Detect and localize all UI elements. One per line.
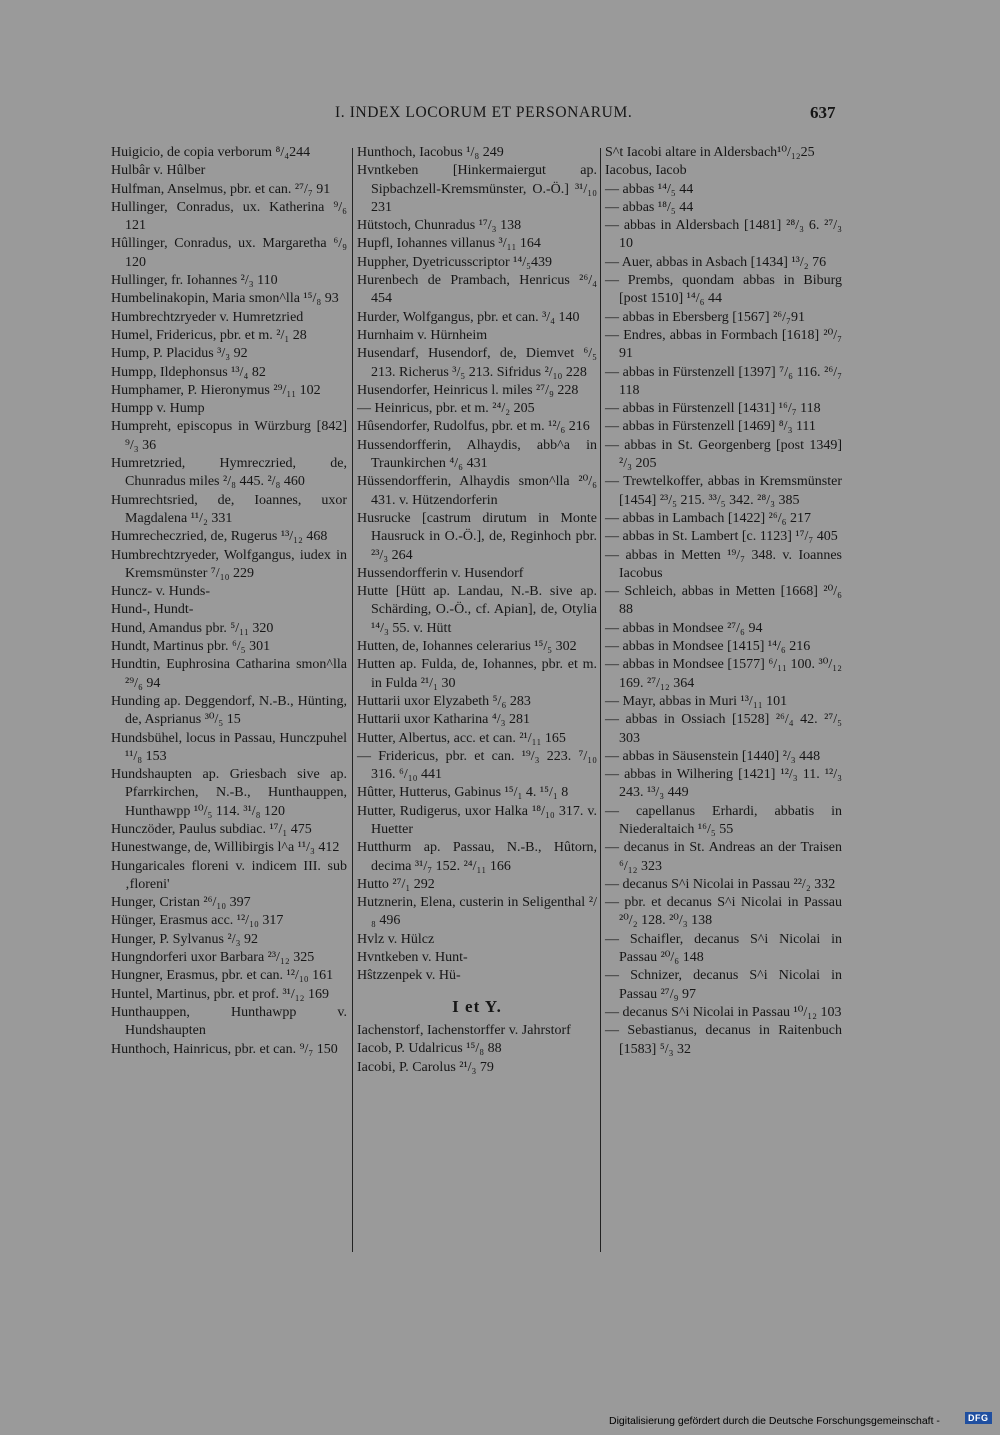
index-entry: Hutte [Hütt ap. Landau, N.-B. sive ap. Schärding, O.-Ö., cf. Apian], de, Otylia ¹⁴/₃ 55. v. Hütt xyxy=(357,584,597,636)
index-entry: Huttarii uxor Elyzabeth ⁵/₆ 283 xyxy=(357,693,531,709)
index-entry: Hunger, Cristan ²⁶/₁₀ 397 xyxy=(111,895,251,911)
index-entry: — Prembs, quondam abbas in Biburg [post 1510] ¹⁴/₆ 44 xyxy=(605,273,842,307)
index-entry: Hutter, Rudigerus, uxor Halka ¹⁸/₁₀ 317. v. Huetter xyxy=(357,803,597,837)
index-entry: Hütstoch, Chunradus ¹⁷/₃ 138 xyxy=(357,218,522,234)
index-entry: Hungaricales floreni v. indicem III. sub ‚floreni' xyxy=(111,858,347,892)
index-entry: Humpreht, episcopus in Würzburg [842] ⁹/₃ 36 xyxy=(111,419,347,453)
index-entry: Huncz- v. Hunds- xyxy=(111,584,211,600)
index-entry: Humbrechtzryeder v. Humretzried xyxy=(111,309,304,325)
index-entry: Hvntkeben [Hinkermaiergut ap. Sipbachzell-Kremsmünster, O.-Ö.] ³¹/₁₀ 231 xyxy=(357,163,597,215)
index-entry: Hutter, Albertus, acc. et can. ²¹/₁₁ 165 xyxy=(357,730,566,746)
index-entry: — abbas in Fürstenzell [1431] ¹⁶/₇ 118 xyxy=(605,401,821,417)
index-entry: Hŝtzzenpek v. Hü- xyxy=(357,968,461,984)
index-entry: — Schaifler, decanus S^i Nicolai in Passau ²⁰/₆ 148 xyxy=(605,931,842,966)
index-entry: S^t Iacobi altare in Aldersbach¹⁰/₁₂25 xyxy=(605,145,815,160)
index-entry: Hutznerin, Elena, custerin in Seligenthal ²/₈ 496 xyxy=(357,895,597,929)
page-header xyxy=(0,104,1000,130)
index-entry: — abbas in Lambach [1422] ²⁶/₆ 217 xyxy=(605,510,812,526)
index-entry: Hullinger, fr. Iohannes ²/₃ 110 xyxy=(111,273,278,289)
index-entry: — abbas in Ossiach [1528] ²⁶/₄ 42. ²⁷/₅ 303 xyxy=(605,712,842,746)
index-entry: Humel, Fridericus, pbr. et m. ²/₁ 28 xyxy=(111,327,307,343)
index-entry: — capellanus Erhardi, abbatis in Niederaltaich ¹⁶/₅ 55 xyxy=(605,803,842,837)
dfg-logo: DFG xyxy=(965,1412,992,1424)
index-entry: — Endres, abbas in Formbach [1618] ²⁰/₇ 91 xyxy=(605,327,842,362)
index-entry: Hünger, Erasmus acc. ¹²/₁₀ 317 xyxy=(111,913,284,929)
index-entry: Huppher, Dyetricusscriptor ¹⁴/₅439 xyxy=(357,254,552,270)
index-entry: Humphamer, P. Hieronymus ²⁹/₁₁ 102 xyxy=(111,382,321,398)
index-column-1 xyxy=(111,144,347,1059)
index-entry: — Schnizer, decanus S^i Nicolai in Passau ²⁷/₉ 97 xyxy=(605,968,842,1002)
index-entry: — abbas in Ebersberg [1567] ²⁶/₇91 xyxy=(605,309,805,325)
index-entry: Hunthauppen, Hunthawpp v. Hundshaupten xyxy=(111,1004,347,1039)
index-entry: Hunestwange, de, Willibirgis l^a ¹¹/₃ 412 xyxy=(111,840,340,856)
index-column-2 xyxy=(357,144,597,1077)
index-entry: — Mayr, abbas in Muri ¹³/₁₁ 101 xyxy=(605,693,788,709)
index-entry: — abbas in Säusenstein [1440] ²/₃ 448 xyxy=(605,748,821,764)
section-i-entries xyxy=(357,1022,597,1077)
index-entry: — abbas in Fürstenzell [1469] ⁸/₃ 111 xyxy=(605,419,816,435)
index-entry: Husendorfer, Heinricus l. miles ²⁷/₉ 228 xyxy=(357,382,579,398)
index-entry: — abbas in Wilhering [1421] ¹²/₃ 11. ¹²/₃ 243. ¹³/₃ 449 xyxy=(605,767,842,801)
index-entry: Hunthoch, Hainricus, pbr. et can. ⁹/₇ 150 xyxy=(111,1041,338,1057)
section-heading: I et Y. xyxy=(452,996,502,1016)
index-entry: Husrucke [castrum dirutum in Monte Hausruck in O.-Ö.], de, Reginhoch pbr. ²³/₃ 264 xyxy=(357,510,597,563)
index-entry: Hutthurm ap. Passau, N.-B., Hûtorn, decima ³¹/₇ 152. ²⁴/₁₁ 166 xyxy=(357,840,597,874)
index-entry: Hunger, P. Sylvanus ²/₃ 92 xyxy=(111,931,258,947)
index-column-2-entries xyxy=(357,144,597,986)
index-column-3 xyxy=(605,144,842,1059)
index-entry: Hungner, Erasmus, pbr. et can. ¹²/₁₀ 161 xyxy=(111,968,334,984)
index-entry: Hûllinger, Conradus, ux. Margaretha ⁶/₉ 120 xyxy=(111,236,347,270)
index-entry: Hurder, Wolfgangus, pbr. et can. ³/₄ 140 xyxy=(357,309,580,325)
digitization-credit: Digitalisierung gefördert durch die Deutsche Forschungsgemeinschaft - xyxy=(609,1415,940,1427)
index-entry: Iacobus, Iacob xyxy=(605,163,687,179)
index-entry: Huntel, Martinus, pbr. et prof. ³¹/₁₂ 169 xyxy=(111,986,330,1002)
index-entry: — abbas in Metten ¹⁹/₇ 348. v. Ioannes Iacobus xyxy=(605,547,842,581)
index-entry: Hussendorfferin, Alhaydis, abb^a in Traunkirchen ⁴/₆ 431 xyxy=(357,437,597,472)
index-entry: Hvlz v. Hülcz xyxy=(357,931,435,947)
index-entry: Humrechtsried, de, Ioannes, uxor Magdalena ¹¹/₂ 331 xyxy=(111,492,347,526)
index-entry: — Trewtelkoffer, abbas in Kremsmünster [1454] ²³/₅ 215. ³³/₅ 342. ²⁸/₃ 385 xyxy=(605,474,842,508)
index-entry: — Auer, abbas in Asbach [1434] ¹³/₂ 76 xyxy=(605,254,827,270)
index-entry: — decanus S^i Nicolai in Passau ¹⁰/₁₂ 103 xyxy=(605,1004,842,1020)
index-entry: Iacob, P. Udalricus ¹⁵/₈ 88 xyxy=(357,1041,502,1057)
index-entry: — abbas in Mondsee ²⁷/₆ 94 xyxy=(605,620,763,636)
index-entry: — decanus S^i Nicolai in Passau ²²/₂ 332 xyxy=(605,876,836,892)
index-entry: Hund, Amandus pbr. ⁵/₁₁ 320 xyxy=(111,620,274,636)
index-entry: Humpp, Ildephonsus ¹³/₄ 82 xyxy=(111,364,266,380)
index-entry: Huttarii uxor Katharina ⁴/₃ 281 xyxy=(357,712,531,728)
index-entry: Hutten, de, Iohannes celerarius ¹⁵/₅ 302 xyxy=(357,639,577,655)
index-entry: Hvntkeben v. Hunt- xyxy=(357,950,468,966)
index-entry: — abbas in Mondsee [1577] ⁶/₁₁ 100. ³⁰/₁₂ 169. ²⁷/₁₂ 364 xyxy=(605,657,842,691)
index-entry: — abbas ¹⁸/₅ 44 xyxy=(605,199,694,215)
index-entry: Humretzried, Hymreczried, de, Chunradus miles ²/₈ 445. ²/₈ 460 xyxy=(111,456,347,490)
index-entry: — abbas ¹⁴/₅ 44 xyxy=(605,181,694,197)
index-entry: Hulbâr v. Hûlber xyxy=(111,163,206,179)
index-entry: — pbr. et decanus S^i Nicolai in Passau ²⁰/₂ 128. ²⁰/₃ 138 xyxy=(605,895,842,929)
index-entry: — Fridericus, pbr. et can. ¹⁹/₃ 223. ⁷/₁₀ 316. ⁶/₁₀ 441 xyxy=(357,748,597,783)
index-entry: Hurenbech de Prambach, Henricus ²⁶/₄ 454 xyxy=(357,273,597,307)
index-entry: — abbas in Mondsee [1415] ¹⁴/₆ 216 xyxy=(605,639,811,655)
index-entry: Hund-, Hundt- xyxy=(111,602,194,618)
index-entry: — Heinricus, pbr. et m. ²⁴/₂ 205 xyxy=(357,401,535,417)
index-entry: — Sebastianus, decanus in Raitenbuch [1583] ⁵/₃ 32 xyxy=(605,1023,842,1057)
index-entry: Iachenstorf, Iachenstorffer v. Jahrstorf xyxy=(357,1022,571,1038)
index-entry: Hüssendorfferin, Alhaydis smon^lla ²⁰/₆ 431. v. Hützendorferin xyxy=(357,474,597,508)
index-entry: Hunding ap. Deggendorf, N.-B., Hünting, de, Asprianus ³⁰/₅ 15 xyxy=(111,693,347,728)
index-entry: Hûtter, Hutterus, Gabinus ¹⁵/₁ 4. ¹⁵/₁ 8 xyxy=(357,785,569,801)
index-entry: Hungndorferi uxor Barbara ²³/₁₂ 325 xyxy=(111,950,315,966)
index-entry: Hutto ²⁷/₁ 292 xyxy=(357,876,435,892)
index-entry: — abbas in St. Georgenberg [post 1349] ²/₃ 205 xyxy=(605,437,842,472)
page-number: 637 xyxy=(810,103,836,122)
index-entry: Hûsendorfer, Rudolfus, pbr. et m. ¹²/₆ 216 xyxy=(357,419,590,435)
index-entry: — abbas in Fürstenzell [1397] ⁷/₆ 116. ²⁶/₇ 118 xyxy=(605,364,842,398)
index-entry: Husendarf, Husendorf, de, Diemvet ⁶/₅ 213. Richerus ³/₅ 213. Sifridus ²/₁₀ 228 xyxy=(357,346,597,380)
index-entry: Hunthoch, Iacobus ¹/₈ 249 xyxy=(357,145,504,160)
index-entry: Humbrechtzryeder, Wolfgangus, iudex in Kremsmünster ⁷/₁₀ 229 xyxy=(111,547,347,581)
index-entry: Humbelinakopin, Maria smon^lla ¹⁵/₈ 93 xyxy=(111,291,339,307)
index-entry: — decanus in St. Andreas an der Traisen ⁶/₁₂ 323 xyxy=(605,840,842,874)
page-title: I. INDEX LOCORUM ET PERSONARUM. xyxy=(335,104,633,121)
index-entry: Hump, P. Placidus ³/₃ 92 xyxy=(111,346,248,362)
index-entry: Hullinger, Conradus, ux. Katherina ⁹/₆ 121 xyxy=(111,199,347,234)
index-entry: Hussendorfferin v. Husendorf xyxy=(357,565,524,581)
index-entry: Hupfl, Iohannes villanus ³/₁₁ 164 xyxy=(357,236,541,252)
index-entry: Hutten ap. Fulda, de, Iohannes, pbr. et m. in Fulda ²¹/₁ 30 xyxy=(357,657,597,691)
index-entry: Humpp v. Hump xyxy=(111,401,205,417)
column-divider xyxy=(600,148,601,1252)
column-divider xyxy=(352,148,353,1252)
index-entry: Hulfman, Anselmus, pbr. et can. ²⁷/₇ 91 xyxy=(111,181,331,197)
index-entry: — Schleich, abbas in Metten [1668] ²⁰/₆ 88 xyxy=(605,584,842,618)
index-entry: Humrecheczried, de, Rugerus ¹³/₁₂ 468 xyxy=(111,529,328,545)
index-entry: Hundsbühel, locus in Passau, Hunczpuhel ¹¹/₈ 153 xyxy=(111,730,347,764)
index-entry: Huigicio, de copia verborum ⁸/₄244 xyxy=(111,145,311,160)
index-entry: Iacobi, P. Carolus ²¹/₃ 79 xyxy=(357,1059,494,1075)
index-entry: — abbas in St. Lambert [c. 1123] ¹⁷/₇ 405 xyxy=(605,529,838,545)
index-entry: Hurnhaim v. Hürnheim xyxy=(357,327,488,343)
index-entry: — abbas in Aldersbach [1481] ²⁸/₃ 6. ²⁷/₃ 10 xyxy=(605,218,842,252)
index-entry: Hundt, Martinus pbr. ⁶/₅ 301 xyxy=(111,639,271,655)
index-entry: Hundtin, Euphrosina Catharina smon^lla ²⁹/₆ 94 xyxy=(111,657,347,691)
index-entry: Hunczöder, Paulus subdiac. ¹⁷/₁ 475 xyxy=(111,821,312,837)
index-entry: Hundshaupten ap. Griesbach sive ap. Pfarrkirchen, N.-B., Hunthauppen, Hunthawpp ¹⁰/₅ 114. ³¹/₈ 120 xyxy=(111,767,347,819)
